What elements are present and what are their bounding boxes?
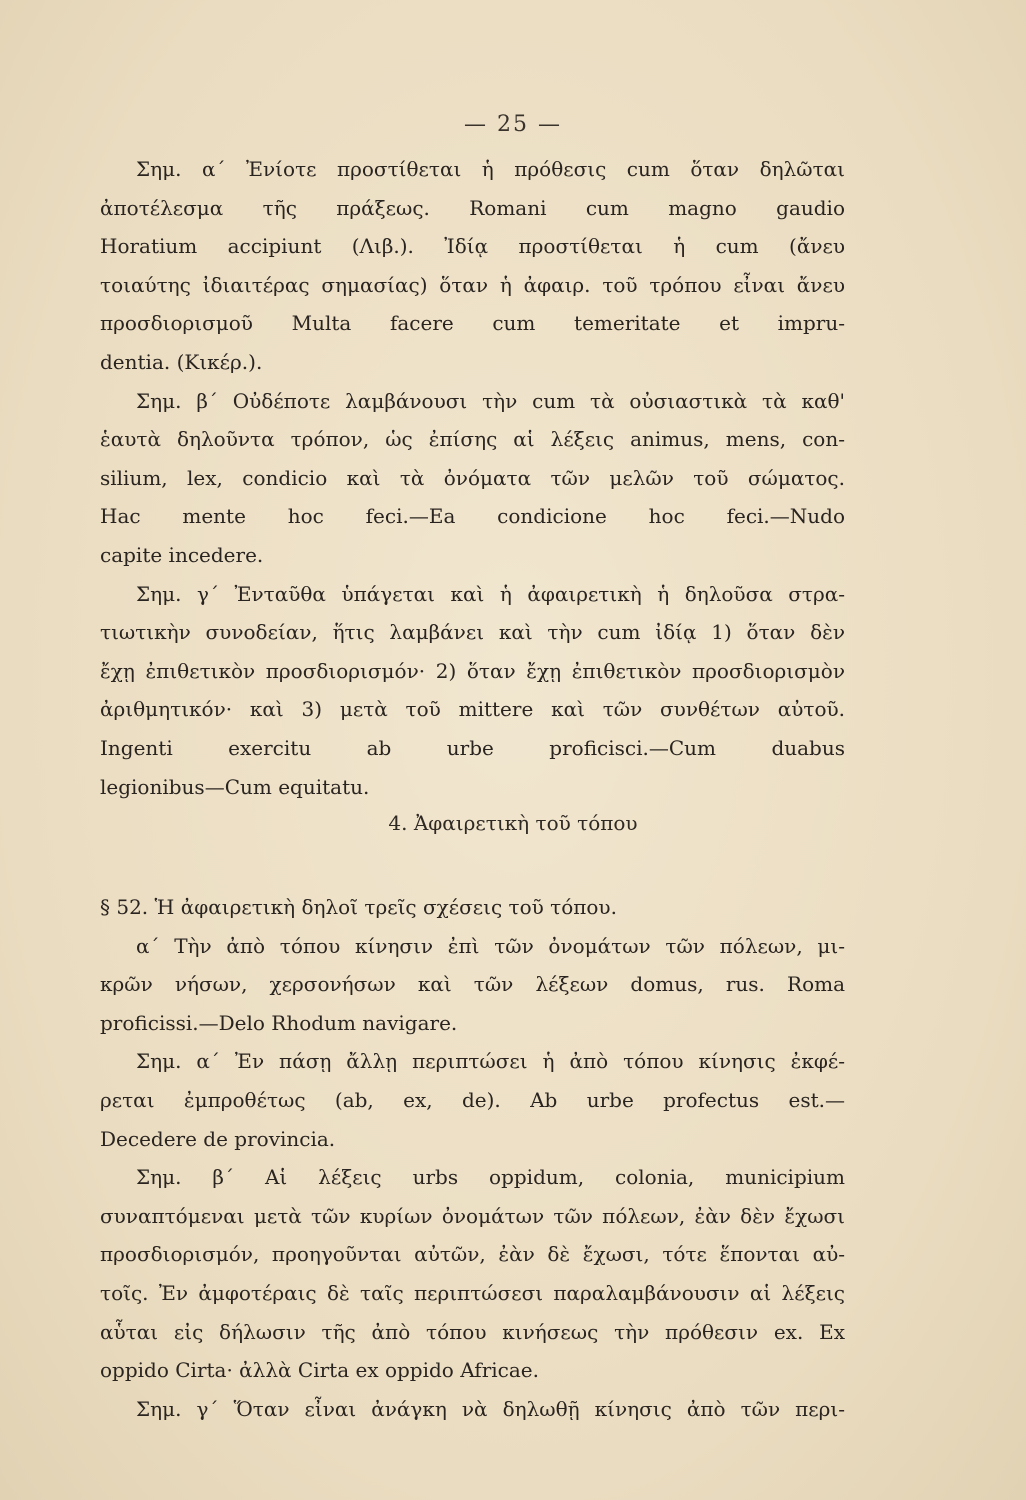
text-line: Σημ. β΄ Αἱ λέξεις urbs oppidum, colonia, municipium — [136, 1165, 845, 1190]
section-heading: 4. Ἀφαιρετικὴ τοῦ τόπου — [388, 811, 638, 835]
text-line: τοῖς. Ἐν ἀμφοτέραις δὲ ταῖς περιπτώσεσι παραλαμβάνουσιν αἱ λέξεις — [100, 1280, 845, 1305]
text-line: προσδιορισμοῦ Multa facere cum temeritate et impru- — [100, 311, 845, 336]
text-line: Σημ. α΄ Ἐνίοτε προστίθεται ἡ πρόθεσις cum ὅταν δηλῶται — [136, 157, 845, 181]
text-line: ρεται ἐμπροθέτως (ab, ex, de). Ab urbe profectus est.— — [100, 1087, 845, 1112]
text-line: Horatium accipiunt (Λιβ.). Ἰδίᾳ προστίθεται ἡ cum (ἄνευ — [100, 234, 845, 259]
text-line: α΄ Τὴν ἀπὸ τόπου κίνησιν ἐπὶ τῶν ὀνομάτων τῶν πόλεων, μι- — [136, 933, 845, 958]
text-line: Σημ. β΄ Οὐδέποτε λαμβάνουσι τὴν cum τὰ οὐσιαστικὰ τὰ καθ' — [136, 388, 845, 413]
text-line: capite incedere. — [100, 542, 264, 567]
text-line: Σημ. α΄ Ἐν πάσῃ ἄλλῃ περιπτώσει ἡ ἀπὸ τόπου κίνησις ἐκφέ- — [136, 1049, 845, 1074]
text-line: Σημ. γ΄ Ἐνταῦθα ὑπάγεται καὶ ἡ ἀφαιρετικὴ ἡ δηλοῦσα στρα- — [136, 581, 845, 606]
text-line: ἑαυτὰ δηλοῦντα τρόπον, ὡς ἐπίσης αἱ λέξεις animus, mens, con- — [100, 427, 845, 452]
text-line: Hac mente hoc feci.—Ea condicione hoc feci.—Nudo — [100, 504, 845, 529]
text-line: τοιαύτης ἰδιαιτέρας σημασίας) ὅταν ἡ ἀφαιρ. τοῦ τρόπου εἶναι ἄνευ — [100, 272, 845, 297]
text-line: συναπτόμεναι μετὰ τῶν κυρίων ὀνομάτων τῶν πόλεων, ἐὰν δὲν ἔχωσι — [100, 1203, 845, 1228]
text-line: Ingenti exercitu ab urbe proficisci.—Cum duabus — [100, 735, 845, 760]
text-line: proficissi.—Delo Rhodum navigare. — [100, 1010, 458, 1035]
text-line: § 52. Ἡ ἀφαιρετικὴ δηλοῖ τρεῖς σχέσεις τοῦ τόπου. — [100, 895, 617, 919]
text-line: Σημ. γ΄ Ὅταν εἶναι ἀνάγκη νὰ δηλωθῇ κίνησις ἀπὸ τῶν περι- — [136, 1396, 845, 1421]
text-line: Decedere de provincia. — [100, 1126, 336, 1151]
page-number: — 25 — — [464, 112, 562, 137]
text-line: κρῶν νήσων, χερσονήσων καὶ τῶν λέξεων domus, rus. Roma — [100, 972, 845, 997]
text-line: oppido Cirta· ἀλλὰ Cirta ex oppido Africae. — [100, 1358, 539, 1383]
text-line: ἀριθμητικόν· καὶ 3) μετὰ τοῦ mittere καὶ τῶν συνθέτων αὐτοῦ. — [100, 697, 845, 722]
text-line: προσδιορισμόν, προηγοῦνται αὐτῶν, ἐὰν δὲ ἔχωσι, τότε ἕπονται αὐ- — [100, 1242, 845, 1267]
text-block-2 — [100, 888, 845, 1428]
text-line: ἔχῃ ἐπιθετικὸν προσδιορισμόν· 2) ὅταν ἔχῃ ἐπιθετικὸν προσδιορισμὸν — [100, 658, 845, 683]
text-block-1 — [100, 150, 845, 806]
text-line: dentia. (Κικέρ.). — [100, 349, 263, 374]
text-line: αὗται εἰς δήλωσιν τῆς ἀπὸ τόπου κινήσεως τὴν πρόθεσιν ex. Ex — [100, 1319, 845, 1344]
text-line: legionibus—Cum equitatu. — [100, 774, 370, 799]
text-line: τιωτικὴν συνοδείαν, ἥτις λαμβάνει καὶ τὴν cum ἰδίᾳ 1) ὅταν δὲν — [100, 620, 845, 645]
text-line: ἀποτέλεσμα τῆς πράξεως. Romani cum magno gaudio — [100, 195, 845, 220]
text-line: silium, lex, condicio καὶ τὰ ὀνόματα τῶν μελῶν τοῦ σώματος. — [100, 465, 845, 490]
